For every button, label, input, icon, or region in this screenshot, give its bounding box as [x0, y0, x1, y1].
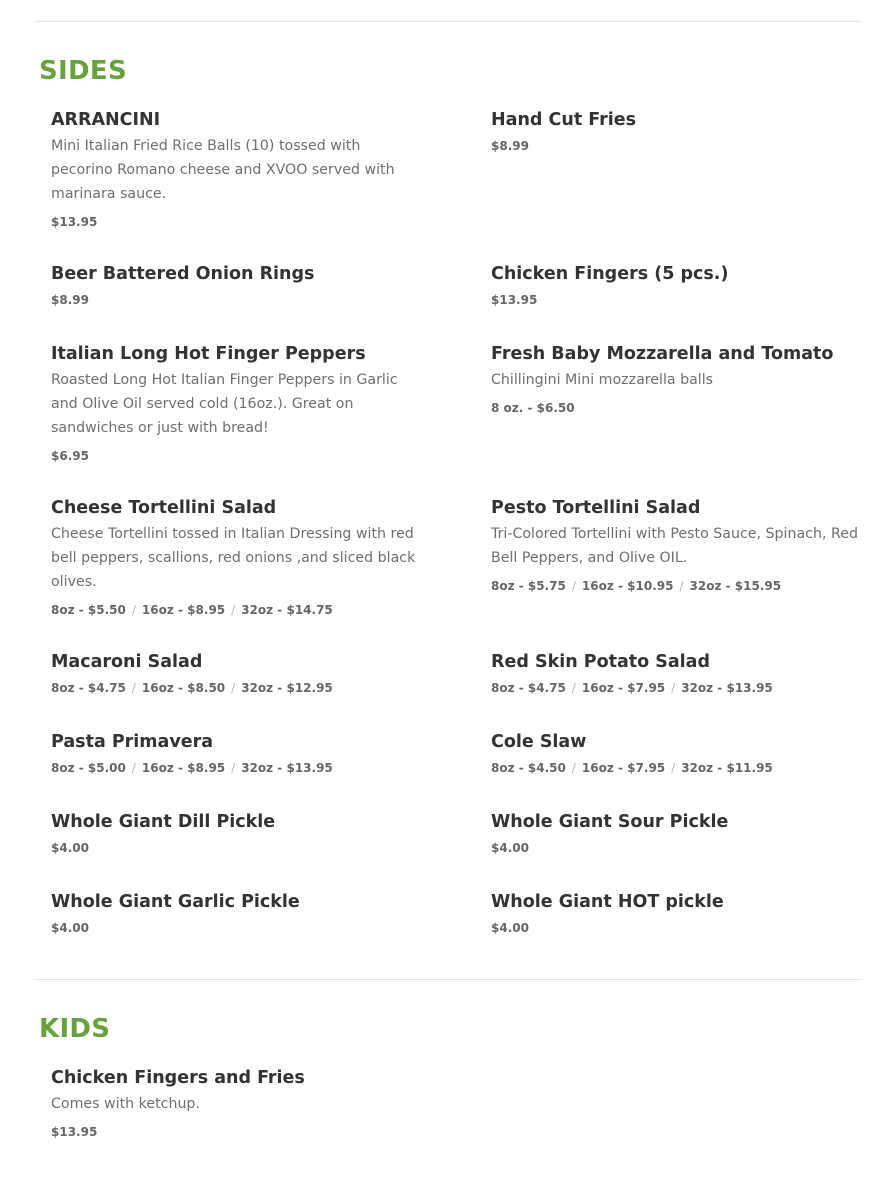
item-prices — [51, 1124, 423, 1140]
price-separator: / — [679, 579, 684, 593]
item-prices — [491, 138, 863, 154]
price: 16oz - $10.95 — [581, 579, 674, 593]
menu-item[interactable] — [51, 108, 423, 230]
item-name: Beer Battered Onion Rings — [51, 264, 315, 284]
price: $13.95 — [51, 215, 98, 229]
item-name: Macaroni Salad — [51, 652, 203, 672]
price-separator: / — [131, 681, 136, 695]
item-name: Pasta Primavera — [51, 732, 214, 752]
item-prices — [51, 920, 423, 936]
item-name: Whole Giant Sour Pickle — [491, 812, 729, 832]
item-name: Italian Long Hot Finger Peppers — [51, 344, 366, 364]
menu-item[interactable] — [491, 810, 863, 856]
item-prices — [51, 448, 423, 464]
price-separator: / — [231, 761, 236, 775]
price-separator: / — [571, 579, 576, 593]
price-separator: / — [571, 761, 576, 775]
price: 16oz - $7.95 — [581, 681, 666, 695]
price-separator: / — [131, 603, 136, 617]
item-name: Whole Giant HOT pickle — [491, 892, 724, 912]
menu-item[interactable] — [51, 496, 423, 618]
divider-sides-kids — [35, 979, 861, 980]
price: 32oz - $13.95 — [681, 681, 773, 695]
item-prices — [491, 840, 863, 856]
menu-item[interactable] — [491, 262, 863, 308]
price: $8.99 — [51, 293, 89, 307]
item-prices — [51, 760, 423, 776]
price: 8oz - $4.50 — [491, 761, 566, 775]
price-separator: / — [571, 681, 576, 695]
menu-item[interactable] — [51, 262, 423, 308]
price: 8oz - $4.75 — [491, 681, 566, 695]
price-separator: / — [671, 761, 676, 775]
menu-item[interactable] — [51, 890, 423, 936]
menu-item[interactable] — [51, 342, 423, 464]
price: $8.99 — [491, 139, 529, 153]
menu-item[interactable] — [51, 810, 423, 856]
price: $6.95 — [51, 449, 89, 463]
item-name: ARRANCINI — [51, 110, 161, 130]
menu-item[interactable] — [491, 650, 863, 696]
item-description: Tri-Colored Tortellini with Pesto Sauce, Spinach, Red Bell Peppers, and Olive OIL. — [491, 526, 858, 566]
price: 16oz - $7.95 — [581, 761, 666, 775]
item-prices — [491, 760, 863, 776]
item-name: Whole Giant Dill Pickle — [51, 812, 276, 832]
item-description: Cheese Tortellini tossed in Italian Dressing with red bell peppers, scallions, red onions ,and sliced black olives. — [51, 526, 416, 590]
price: 8oz - $5.50 — [51, 603, 126, 617]
menu-item[interactable] — [491, 342, 863, 416]
item-name: Fresh Baby Mozzarella and Tomato — [491, 344, 834, 364]
item-prices — [51, 840, 423, 856]
menu-item[interactable] — [491, 496, 863, 594]
item-name: Whole Giant Garlic Pickle — [51, 892, 300, 912]
menu-item[interactable] — [51, 650, 423, 696]
price-separator: / — [131, 761, 136, 775]
item-name: Hand Cut Fries — [491, 110, 637, 130]
item-description: Mini Italian Fried Rice Balls (10) tossed with pecorino Romano cheese and XVOO served with marinara sauce. — [51, 138, 395, 202]
item-description: Roasted Long Hot Italian Finger Peppers in Garlic and Olive Oil served cold (16oz.). Great on sandwiches or just with bread! — [51, 372, 398, 436]
price: $4.00 — [51, 841, 89, 855]
price: $4.00 — [51, 921, 89, 935]
price: 8 oz. - $6.50 — [491, 401, 575, 415]
item-name: Cole Slaw — [491, 732, 587, 752]
item-prices — [51, 292, 423, 308]
item-prices — [51, 602, 423, 618]
price: 16oz - $8.95 — [141, 761, 226, 775]
item-prices — [491, 680, 863, 696]
item-description: Chillingini Mini mozzarella balls — [491, 372, 714, 388]
price: $4.00 — [491, 841, 529, 855]
section-title-kids: KIDS — [39, 1014, 111, 1044]
price: 8oz - $5.00 — [51, 761, 126, 775]
price: 8oz - $4.75 — [51, 681, 126, 695]
menu-item[interactable] — [491, 890, 863, 936]
price: 32oz - $12.95 — [241, 681, 333, 695]
price: 32oz - $14.75 — [241, 603, 333, 617]
menu-item[interactable] — [51, 1066, 423, 1140]
price: 32oz - $13.95 — [241, 761, 333, 775]
item-prices — [491, 292, 863, 308]
item-prices — [491, 578, 863, 594]
item-prices — [491, 400, 863, 416]
price-separator: / — [231, 681, 236, 695]
item-prices — [491, 920, 863, 936]
item-name: Red Skin Potato Salad — [491, 652, 711, 672]
menu-item[interactable] — [491, 108, 863, 154]
item-description: Comes with ketchup. — [51, 1096, 200, 1112]
item-prices — [51, 680, 423, 696]
item-prices — [51, 214, 423, 230]
menu-item[interactable] — [51, 730, 423, 776]
item-name: Pesto Tortellini Salad — [491, 498, 701, 518]
price: 8oz - $5.75 — [491, 579, 566, 593]
section-title-sides: SIDES — [39, 56, 127, 86]
item-name: Chicken Fingers (5 pcs.) — [491, 264, 729, 284]
price-separator: / — [671, 681, 676, 695]
price: $4.00 — [491, 921, 529, 935]
price: 32oz - $15.95 — [689, 579, 782, 593]
item-name: Chicken Fingers and Fries — [51, 1068, 305, 1088]
price: 32oz - $11.95 — [681, 761, 773, 775]
menu-item[interactable] — [491, 730, 863, 776]
price-separator: / — [231, 603, 236, 617]
price: 16oz - $8.50 — [141, 681, 226, 695]
price: $13.95 — [51, 1125, 98, 1139]
divider-top — [35, 21, 861, 22]
price: 16oz - $8.95 — [141, 603, 226, 617]
item-name: Cheese Tortellini Salad — [51, 498, 277, 518]
price: $13.95 — [491, 293, 538, 307]
